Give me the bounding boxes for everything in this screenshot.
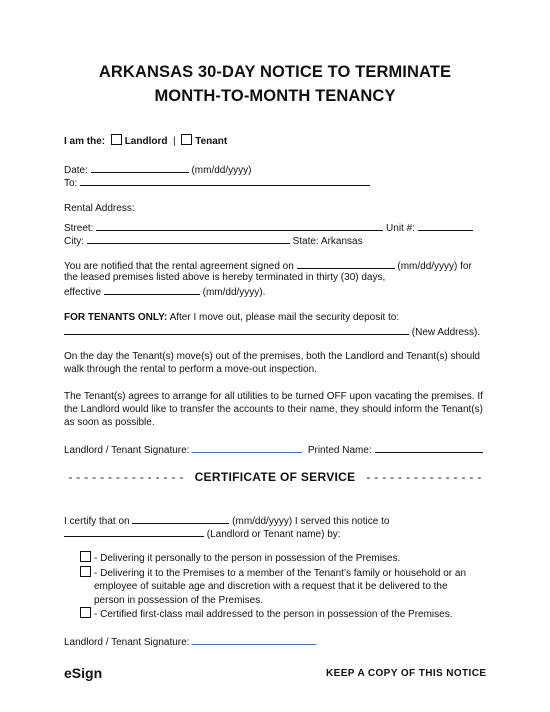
certificate-signature-label: Landlord / Tenant Signature:	[64, 637, 190, 648]
document-title-line2: MONTH-TO-MONTH TENANCY	[154, 87, 396, 105]
utilities-line1: The Tenant(s) agrees to arrange for all utilities to be turned OFF upon vacating the premises. If	[64, 391, 483, 402]
moveout-line2: walk through the rental to perform a move-out inspection.	[64, 364, 317, 375]
certificate-signature-field[interactable]	[192, 634, 316, 645]
signature-field[interactable]	[192, 442, 302, 453]
option-premises-line3: person in possession of the Premises.	[94, 595, 263, 606]
separator: |	[173, 136, 176, 147]
dash-left: - - - - - - - - - - - - - - -	[68, 470, 184, 484]
tenant-label: Tenant	[195, 136, 228, 147]
new-address-label: (New Address).	[411, 327, 481, 338]
certified-mail-checkbox[interactable]	[80, 607, 91, 618]
date-label: Date:	[64, 165, 88, 176]
agreement-date-field[interactable]	[297, 258, 395, 269]
tenants-only-line	[64, 311, 399, 324]
keep-copy-note: KEEP A COPY OF THIS NOTICE	[326, 668, 487, 679]
personal-delivery-checkbox[interactable]	[80, 551, 91, 562]
city-row	[64, 233, 363, 248]
city-label: City:	[64, 236, 84, 247]
option-personal-text: - Delivering it personally to the person in possession of the Premises.	[94, 553, 401, 564]
option-premises-line2: employee of suitable age and discretion with a request that it be delivered to the	[94, 581, 448, 592]
document-title-line1	[0, 63, 550, 82]
certificate-heading	[0, 470, 550, 484]
date-format-hint: (mm/dd/yyyy)	[191, 165, 252, 176]
street-field[interactable]	[96, 220, 383, 231]
notice-text-d: effective	[64, 287, 102, 298]
certificate-title: CERTIFICATE OF SERVICE	[194, 470, 356, 484]
premises-delivery-checkbox[interactable]	[80, 566, 91, 577]
state-text: State: Arkansas	[292, 236, 363, 247]
esign-logo: eSign	[64, 665, 103, 681]
service-date-field[interactable]	[132, 513, 229, 524]
moveout-line1: On the day the Tenant(s) move(s) out of the premises, both the Landlord and Tenant(s) should	[64, 351, 480, 362]
served-party-field[interactable]	[64, 526, 204, 537]
new-address-row	[64, 324, 480, 339]
signature-row	[64, 442, 483, 457]
notice-text-e: (mm/dd/yyyy).	[202, 287, 266, 298]
option-personal	[80, 551, 400, 565]
landlord-label: Landlord	[124, 136, 168, 147]
option-premises-text1: - Delivering it to the Premises to a member of the Tenant’s family or household or an	[94, 568, 467, 579]
landlord-checkbox[interactable]	[111, 134, 122, 145]
city-field[interactable]	[87, 233, 290, 244]
unit-label: Unit #:	[386, 223, 415, 234]
tenant-checkbox[interactable]	[181, 134, 192, 145]
certify-line2	[64, 526, 341, 541]
certify-text-a: I certify that on	[64, 516, 130, 527]
utilities-line3: as soon as possible.	[64, 417, 155, 428]
to-label: To:	[64, 178, 78, 189]
option-mail	[80, 607, 453, 621]
notice-text-a: You are notified that the rental agreement signed on	[64, 261, 294, 272]
certificate-signature-row	[64, 634, 316, 649]
certify-text-b: (mm/dd/yyyy) I served this notice to	[232, 516, 390, 527]
street-label: Street:	[64, 223, 94, 234]
notice-line3	[64, 284, 265, 299]
party-selector	[64, 134, 227, 148]
date-field[interactable]	[91, 162, 189, 173]
tenants-only-text: After I move out, please mail the security deposit to:	[167, 312, 400, 323]
option-mail-text: - Certified first-class mail addressed to the person in possession of the Premises.	[94, 609, 453, 620]
certify-text-c: (Landlord or Tenant name) by:	[206, 529, 341, 540]
dash-right: - - - - - - - - - - - - - - -	[366, 470, 482, 484]
notice-text-b: (mm/dd/yyyy) for	[397, 261, 472, 272]
recipient-field[interactable]	[80, 175, 370, 186]
printed-name-label: Printed Name:	[307, 445, 372, 456]
option-premises	[80, 566, 466, 580]
rental-address-heading: Rental Address:	[64, 203, 135, 214]
effective-date-field[interactable]	[104, 284, 200, 295]
notice-line2: the leased premises listed above is hereby terminated in thirty (30) days,	[64, 272, 386, 283]
printed-name-field[interactable]	[375, 442, 483, 453]
utilities-line2: the Landlord would like to transfer the accounts to their name, they should inform the Tenant(s)	[64, 404, 483, 415]
to-row	[64, 175, 370, 190]
tenants-only-label: FOR TENANTS ONLY:	[64, 312, 168, 323]
new-address-field[interactable]	[64, 324, 409, 335]
iam-label: I am the:	[64, 136, 106, 147]
unit-field[interactable]	[418, 220, 473, 231]
signature-label: Landlord / Tenant Signature:	[64, 445, 190, 456]
title-notice-text: NOTICE TO TERMINATE	[255, 63, 452, 81]
title-state-text: ARKANSAS 30-DAY	[98, 63, 256, 81]
